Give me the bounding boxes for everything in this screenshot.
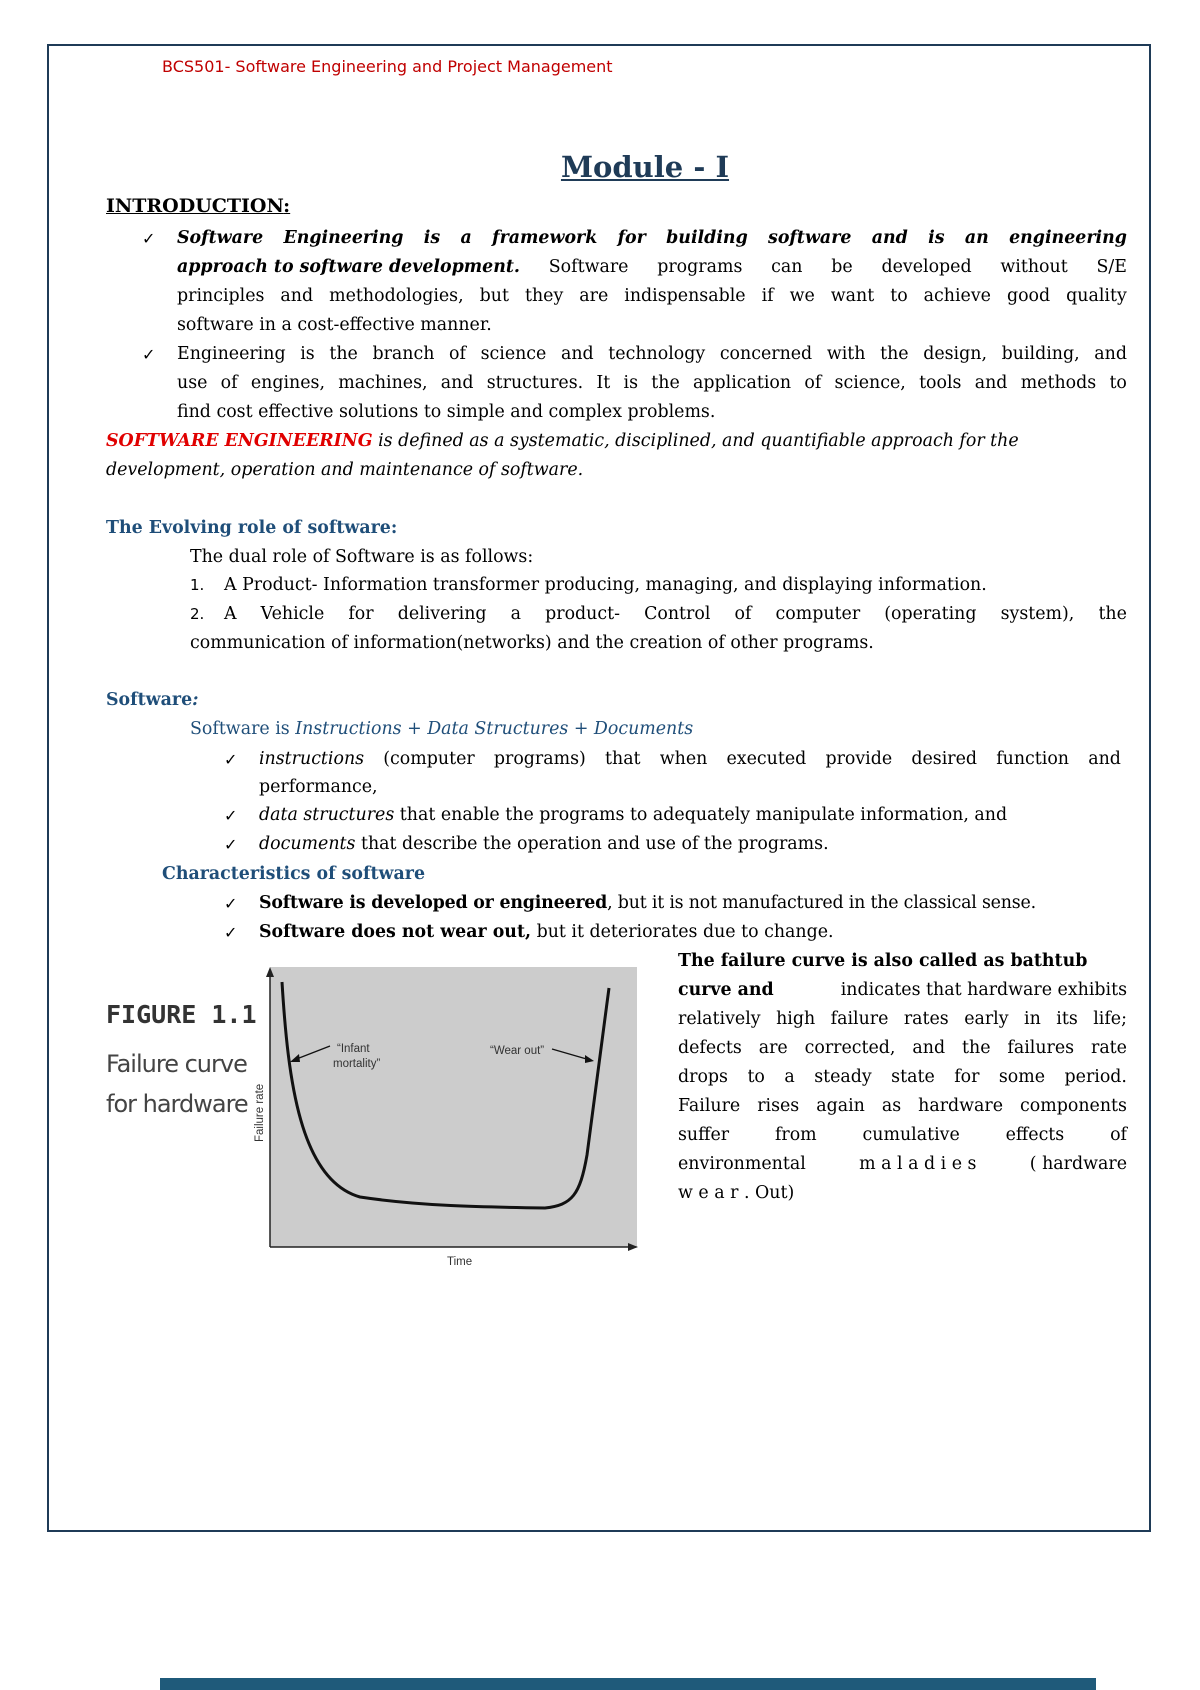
- word: and: [280, 286, 314, 306]
- evolving-role-lead: The dual role of Software is as follows:: [190, 547, 534, 567]
- figure-caption-line-1: Failure curve: [106, 1050, 247, 1078]
- word: be: [831, 257, 853, 277]
- word: rate: [1091, 1038, 1127, 1058]
- word: in: [1024, 1009, 1041, 1029]
- evolving-item-2-number: 2.: [190, 605, 205, 623]
- word: some: [998, 1067, 1046, 1087]
- side-text-line-7: [678, 1121, 1127, 1150]
- side-text-line-5: [678, 1063, 1127, 1092]
- word: an: [964, 228, 989, 248]
- evolving-item-1: A Product- Information transformer producing, managing, and displaying information.: [224, 575, 987, 595]
- se-definition-text: is defined as a systematic, disciplined, and quantifiable approach for the: [372, 431, 1019, 451]
- software-bullet-1-term: instructions: [259, 749, 365, 769]
- word: failures: [1007, 1038, 1075, 1058]
- word: branch: [372, 344, 435, 364]
- word: (operating: [884, 604, 977, 624]
- word: a: [460, 228, 472, 248]
- page-header: BCS501- Software Engineering and Project Management: [162, 57, 613, 76]
- word: of: [1110, 1125, 1127, 1145]
- word: methodologies,: [329, 286, 464, 306]
- characteristics-heading: Characteristics of software: [162, 864, 426, 884]
- word: desired: [911, 749, 978, 769]
- word: good: [1006, 286, 1051, 306]
- word: from: [774, 1125, 817, 1145]
- word: principles: [177, 286, 265, 306]
- evolving-item-1-number: 1.: [190, 576, 205, 594]
- word: methods: [1020, 373, 1097, 393]
- word: for: [348, 604, 374, 624]
- word: if: [761, 286, 774, 306]
- word: software: [768, 228, 852, 248]
- word: the: [962, 1038, 991, 1058]
- word: high: [776, 1009, 816, 1029]
- word: early: [964, 1009, 1009, 1029]
- word: delivering: [397, 604, 487, 624]
- check-icon: ✓: [224, 835, 238, 854]
- side-text-line-3: [678, 1005, 1127, 1034]
- software-bullet-1-line-2: performance,: [259, 777, 378, 797]
- word: environmental: [678, 1154, 806, 1174]
- software-heading-text: Software: [106, 690, 193, 710]
- word: relatively: [678, 1009, 761, 1029]
- characteristic-1-emphasis: Software is developed or engineered: [259, 893, 608, 913]
- word: to: [1109, 373, 1127, 393]
- y-axis-label: Failure rate: [254, 1083, 266, 1142]
- word: and: [440, 373, 474, 393]
- x-axis-label: Time: [447, 1256, 473, 1268]
- word: Software: [177, 228, 264, 248]
- word: provide: [825, 749, 893, 769]
- word: for: [617, 228, 646, 248]
- bathtub-curve: [282, 982, 609, 1208]
- word: indispensable: [624, 286, 746, 306]
- intro-bullet-1-line-4: software in a cost-effective manner.: [177, 315, 492, 335]
- word: effects: [1005, 1125, 1065, 1145]
- word: steady: [814, 1067, 872, 1087]
- word: framework: [492, 228, 598, 248]
- word: and: [871, 228, 908, 248]
- evolving-role-heading: The Evolving role of software:: [106, 518, 398, 538]
- word: to: [747, 1067, 765, 1087]
- word: of: [804, 373, 822, 393]
- word: and: [560, 344, 594, 364]
- word: and: [1088, 749, 1121, 769]
- word: of: [449, 344, 466, 364]
- check-icon: ✓: [224, 806, 238, 825]
- characteristic-2-text: but it deteriorates due to change.: [531, 922, 834, 942]
- word: building: [666, 228, 748, 248]
- word: drops: [678, 1067, 728, 1087]
- intro-bullet-1-emphasis: approach to software development.: [177, 257, 520, 277]
- side-text-line-2-emphasis: curve and: [678, 980, 774, 1000]
- introduction-heading-colon: :: [283, 195, 291, 217]
- word: for: [954, 1067, 980, 1087]
- word: developed: [881, 257, 972, 277]
- word: hardware: [918, 1096, 1004, 1116]
- word: a: [510, 604, 522, 624]
- word: and: [1094, 344, 1127, 364]
- word: building,: [1001, 344, 1080, 364]
- side-text-line-1: The failure curve is also called as bathtub: [678, 951, 1088, 971]
- check-icon: ✓: [224, 750, 238, 769]
- introduction-heading-text: INTRODUCTION: [106, 195, 284, 217]
- se-definition-line-2: development, operation and maintenance of software.: [106, 460, 584, 480]
- word: product-: [545, 604, 620, 624]
- word: the: [651, 373, 680, 393]
- word: suffer: [678, 1125, 730, 1145]
- word: science,: [834, 373, 906, 393]
- word: failure: [830, 1009, 889, 1029]
- word: science: [480, 344, 547, 364]
- word: Control: [644, 604, 711, 624]
- word: S/E: [1096, 257, 1127, 277]
- word: the: [329, 344, 358, 364]
- word: Engineering: [177, 344, 286, 364]
- side-text-line-9: w e a r . Out): [678, 1183, 795, 1203]
- word: and: [912, 1038, 946, 1058]
- word: but: [479, 286, 509, 306]
- word: corrected,: [804, 1038, 896, 1058]
- software-definition-prefix: Software is: [190, 719, 296, 739]
- word: It: [596, 373, 611, 393]
- word: use: [177, 373, 208, 393]
- word: its: [1056, 1009, 1078, 1029]
- word: of: [220, 373, 238, 393]
- intro-bullet-2-line-3: find cost effective solutions to simple and complex problems.: [177, 402, 716, 422]
- se-definition-term: SOFTWARE ENGINEERING: [106, 431, 373, 451]
- word: are: [758, 1038, 788, 1058]
- word: components: [1020, 1096, 1127, 1116]
- word: rates: [903, 1009, 949, 1029]
- figure-label: FIGURE 1.1: [106, 1000, 257, 1029]
- word: technology: [608, 344, 706, 364]
- check-icon: ✓: [224, 923, 238, 942]
- software-heading-colon: :: [192, 690, 199, 710]
- word: is: [423, 228, 441, 248]
- word: Engineering: [283, 228, 404, 248]
- side-text-line-2: [678, 976, 1127, 1005]
- side-text-line-6: [678, 1092, 1127, 1121]
- word: is: [928, 228, 945, 248]
- word: structures.: [486, 373, 584, 393]
- wear-out-pointer: [552, 1049, 590, 1060]
- word: m a l a d i e s: [859, 1154, 977, 1174]
- software-definition-formula: Instructions + Data Structures + Documents: [295, 719, 694, 739]
- word: system),: [1000, 604, 1075, 624]
- word: again: [816, 1096, 865, 1116]
- side-text-line-2-rest: indicates that hardware exhibits: [840, 980, 1127, 1000]
- word: cumulative: [862, 1125, 960, 1145]
- software-bullet-2-text: that enable the programs to adequately manipulate information, and: [394, 805, 1008, 825]
- word: we: [789, 286, 815, 306]
- word: application: [693, 373, 792, 393]
- word: ( hardware: [1029, 1154, 1127, 1174]
- word: want: [830, 286, 875, 306]
- word: to: [890, 286, 908, 306]
- word: Failure: [678, 1096, 741, 1116]
- infant-mortality-arrow-icon: [290, 1054, 300, 1062]
- word: programs: [657, 257, 743, 277]
- word: and: [974, 373, 1008, 393]
- word: can: [771, 257, 803, 277]
- characteristic-1-text: , but it is not manufactured in the classical sense.: [607, 893, 1036, 913]
- word: Software: [548, 257, 629, 277]
- check-icon: ✓: [224, 894, 238, 913]
- side-text-line-8: [678, 1150, 1127, 1179]
- word: defects: [678, 1038, 742, 1058]
- word: engines,: [250, 373, 325, 393]
- word: are: [579, 286, 609, 306]
- word: that: [605, 749, 641, 769]
- figure-caption-line-2: for hardware: [106, 1090, 248, 1118]
- software-bullet-3-text: that describe the operation and use of the programs.: [355, 834, 829, 854]
- infant-mortality-label-1: “Infant: [337, 1043, 370, 1055]
- module-title: Module - I: [560, 150, 730, 184]
- word: concerned: [719, 344, 813, 364]
- word: machines,: [338, 373, 428, 393]
- word: engineering: [1009, 228, 1127, 248]
- word: quality: [1066, 286, 1127, 306]
- word: A: [224, 604, 237, 624]
- infant-mortality-label-2: mortality”: [333, 1058, 381, 1070]
- word: of: [734, 604, 752, 624]
- y-axis-arrow-icon: [266, 967, 274, 977]
- word: tools: [919, 373, 962, 393]
- word: is: [623, 373, 639, 393]
- footer-rule: [160, 1678, 1096, 1690]
- word: without: [1000, 257, 1068, 277]
- side-text-line-4: [678, 1034, 1127, 1063]
- wear-out-label: “Wear out”: [490, 1045, 545, 1057]
- word: Vehicle: [260, 604, 325, 624]
- word: they: [524, 286, 564, 306]
- word: executed: [726, 749, 807, 769]
- word: design,: [923, 344, 987, 364]
- word: the: [1098, 604, 1127, 624]
- word: a: [784, 1067, 795, 1087]
- word: the: [880, 344, 909, 364]
- x-axis-arrow-icon: [628, 1243, 638, 1251]
- word: achieve: [923, 286, 991, 306]
- word: when: [659, 749, 708, 769]
- software-bullet-2-term: data structures: [259, 805, 395, 825]
- word: is: [300, 344, 315, 364]
- word: (computer: [383, 749, 475, 769]
- word: function: [996, 749, 1070, 769]
- word: as: [881, 1096, 902, 1116]
- word: life;: [1093, 1009, 1127, 1029]
- word: state: [891, 1067, 935, 1087]
- check-icon: ✓: [142, 229, 156, 248]
- wear-out-arrow-icon: [585, 1055, 594, 1063]
- word: rises: [757, 1096, 800, 1116]
- software-bullet-3-term: documents: [259, 834, 356, 854]
- word: period.: [1064, 1067, 1127, 1087]
- word: programs): [493, 749, 586, 769]
- check-icon: ✓: [142, 345, 156, 364]
- evolving-item-2-line-2: communication of information(networks) and the creation of other programs.: [190, 633, 874, 653]
- characteristic-2-emphasis: Software does not wear out,: [259, 922, 532, 942]
- word: computer: [775, 604, 861, 624]
- word: with: [826, 344, 866, 364]
